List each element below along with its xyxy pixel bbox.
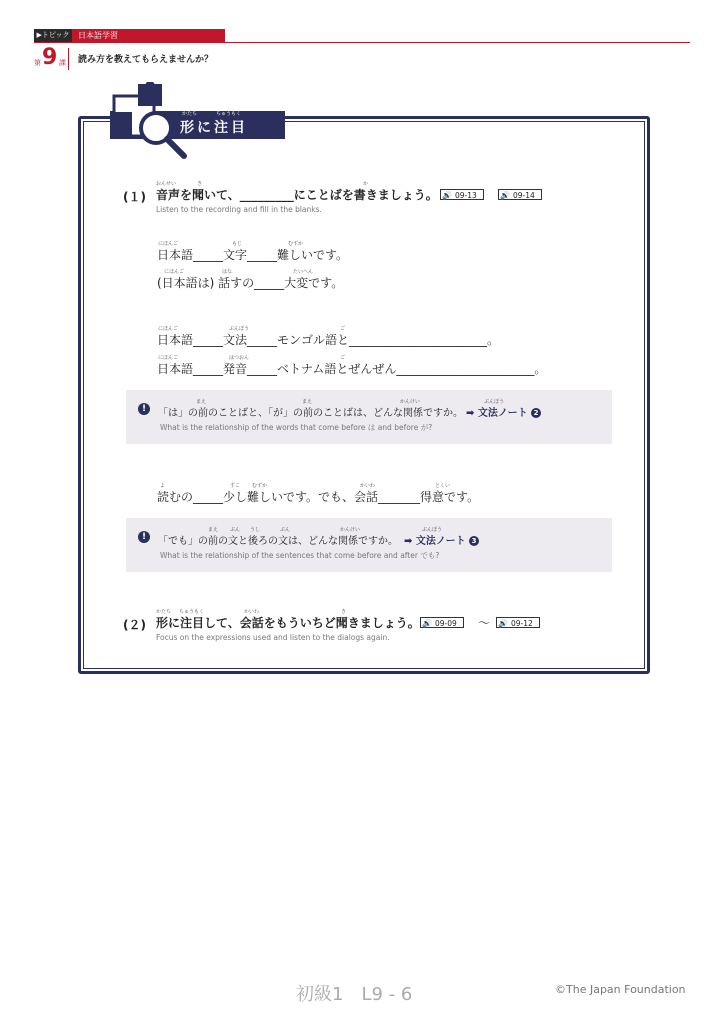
grammar-note-link[interactable]	[404, 532, 479, 547]
grammar-note-number: 3	[469, 536, 479, 546]
ruby: まえ	[302, 399, 313, 405]
ruby: にほんご	[158, 355, 179, 361]
hint-english: What is the relationship of the sentences that come before and after でも?	[160, 551, 440, 560]
ruby: ちゅうもく	[179, 609, 205, 615]
q1-english: Listen to the recording and fill in the blanks.	[156, 205, 322, 214]
ruby: ぶんぽう	[484, 399, 505, 405]
ruby: ご	[340, 355, 346, 361]
puzzle-magnifier-icon	[112, 82, 194, 164]
sentence-1: 日本語_____文字_____難しいです。	[157, 248, 349, 262]
audio-track-label: 09-14	[513, 191, 535, 200]
grammar-hint-box	[126, 518, 612, 572]
audio-track-button[interactable]	[498, 189, 542, 200]
ruby: ご	[340, 326, 346, 332]
ruby: とくい	[435, 483, 451, 489]
ruby: おんせい	[156, 181, 177, 187]
hint-question: 「は」の前のことばと、「が」の前のことばは、どんな関係ですか。	[158, 408, 463, 419]
audio-track-button[interactable]	[440, 189, 484, 200]
q2-label: (２)	[123, 618, 146, 632]
ruby: かいわ	[360, 483, 376, 489]
lesson-dai: 第	[34, 59, 41, 67]
ruby: ちゅうもく	[216, 111, 242, 117]
ruby: き	[341, 609, 347, 615]
ruby: かんけい	[340, 527, 361, 533]
speaker-icon: 🔊	[498, 619, 508, 628]
ruby: たいへん	[293, 269, 314, 275]
ruby: むずか	[288, 241, 304, 247]
speaker-icon: 🔊	[442, 191, 452, 200]
ruby: はな	[222, 269, 233, 275]
hint-question: 「でも」の前の文と後ろの文は、どんな関係ですか。	[158, 536, 398, 547]
ruby: むずか	[252, 483, 268, 489]
q2-instruction: 形に注目して、会話をもういちど聞きましょう。	[156, 616, 420, 630]
lesson-title: 読み方を教えてもらえませんか？	[78, 55, 214, 65]
sentence-3: 日本語_____文法_____モンゴル語と_______________________。	[157, 333, 500, 347]
ruby: はつおん	[229, 355, 250, 361]
ruby: ぶんぽう	[422, 527, 443, 533]
lesson-separator	[68, 48, 69, 70]
ruby: ぶん	[280, 527, 291, 533]
header-divider	[34, 42, 690, 43]
ruby: にほんご	[158, 326, 179, 332]
speaker-icon: 🔊	[500, 191, 510, 200]
grammar-note-label: 文法ノート	[477, 408, 528, 419]
ruby: もじ	[232, 241, 243, 247]
ruby: まえ	[196, 399, 207, 405]
ruby: かんけい	[400, 399, 421, 405]
grammar-hint-box	[126, 390, 612, 444]
ruby: にほんご	[164, 269, 185, 275]
section-title: 形に注目	[180, 120, 248, 136]
ruby: ぶん	[230, 527, 241, 533]
ruby: き	[197, 181, 203, 187]
arrow-right-icon: ➡	[404, 536, 413, 547]
q2-english: Focus on the expressions used and listen to the dialogs again.	[156, 633, 390, 642]
lesson-ka: 課	[59, 59, 66, 67]
speaker-icon: 🔊	[422, 619, 432, 628]
ruby: よ	[160, 483, 166, 489]
lesson-number: 9	[42, 45, 58, 70]
hint-english: What is the relationship of the words that come before は and before が?	[160, 423, 433, 432]
ruby: か	[363, 181, 369, 187]
grammar-note-number: 2	[531, 408, 541, 418]
audio-track-button[interactable]	[496, 617, 540, 628]
copyright: ©The Japan Foundation	[555, 983, 686, 996]
audio-track-label: 09-13	[455, 191, 477, 200]
exclamation-icon: !	[138, 403, 150, 415]
audio-track-label: 09-12	[511, 619, 533, 628]
ruby: まえ	[208, 527, 219, 533]
sentence-5: 読むの_____少し難しいです。でも、会話_______得意です。	[157, 490, 480, 504]
ruby: うし	[250, 527, 261, 533]
q1-instruction: 音声を聞いて、_________にことばを書きましょう。	[156, 188, 438, 202]
sentence-2: (日本語は) 話すの_____大変です。	[157, 276, 344, 290]
exclamation-icon: !	[138, 531, 150, 543]
sentence-4: 日本語_____発音_____ベトナム語とぜんぜん_______________________。	[157, 362, 547, 376]
page-number: 初級1 L9 - 6	[296, 984, 413, 1005]
ruby: すこ	[230, 483, 241, 489]
range-tilde: 〜	[478, 616, 491, 630]
arrow-right-icon: ➡	[466, 408, 475, 419]
topic-tag: ▶トピック	[34, 29, 72, 42]
ruby: かたち	[182, 111, 198, 117]
q1-label: (１)	[123, 190, 146, 204]
ruby: かいわ	[244, 609, 260, 615]
ruby: かたち	[156, 609, 172, 615]
audio-track-button[interactable]	[420, 617, 464, 628]
topic-name: 日本語学習	[72, 29, 225, 42]
ruby: にほんご	[158, 241, 179, 247]
ruby: ぶんぽう	[229, 326, 250, 332]
grammar-note-link[interactable]	[466, 404, 541, 419]
audio-track-label: 09-09	[435, 619, 457, 628]
grammar-note-label: 文法ノート	[415, 536, 466, 547]
